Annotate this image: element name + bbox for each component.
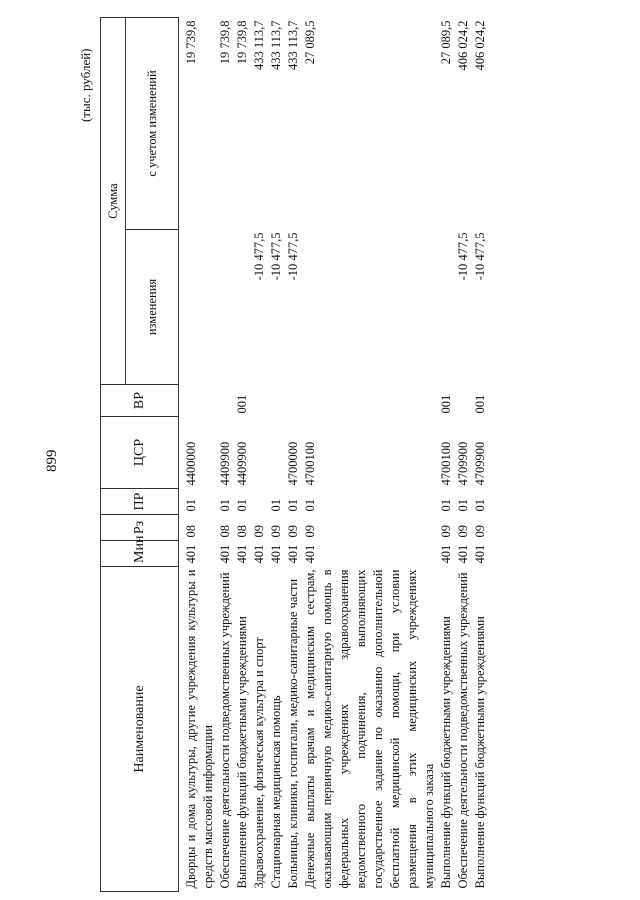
row-pr: 01 [303,499,317,512]
row-change [183,230,217,385]
row-rz: 09 [456,525,470,538]
row-total: 19 739,8 [235,20,249,65]
row-vr [285,385,302,417]
table-row [302,18,438,892]
row-csr: 4700100 [439,441,453,486]
row-vr: 001 [473,394,487,414]
row-change: -10 477,5 [286,232,300,281]
row-csr: 4709900 [456,441,470,486]
table-row [183,18,217,892]
row-name: Дворцы и дома культуры, другие учреждения культуры и средств массовой информации [184,569,215,889]
row-rz: 09 [269,525,283,538]
row-rz: 08 [218,525,232,538]
header-with-changes: с учетом изменений [126,18,179,230]
row-pr: 01 [439,499,453,512]
table-row [438,18,455,892]
row-vr [183,385,217,417]
header-rz: Рз [101,515,179,541]
row-pr: 01 [218,499,232,512]
header-change: изменения [126,230,179,385]
row-rz: 09 [303,525,317,538]
row-name: Выполнение функций бюджетными учреждениями [439,616,453,889]
row-pr: 01 [456,499,470,512]
row-name: Выполнение функций бюджетными учреждениями [473,616,487,889]
header-sum: Сумма [101,18,126,385]
row-min: 401 [473,544,487,564]
row-total: 19 739,8 [184,20,198,65]
page-number: 899 [44,449,60,472]
row-change [234,230,251,385]
row-pr: 01 [184,499,198,512]
budget-table [100,17,489,892]
row-vr [302,385,438,417]
row-name: Стационарная медицинская помощь [269,695,283,889]
row-csr: 4409900 [235,441,249,486]
row-pr: 01 [235,499,249,512]
row-csr: 4700100 [303,441,317,486]
row-vr: 001 [439,394,453,414]
row-min: 401 [303,544,317,564]
row-csr [268,417,285,489]
row-total: 19 739,8 [218,20,232,65]
row-csr [251,417,268,489]
row-name: Здравоохранение, физическая культура и спорт [252,637,266,889]
row-change [438,230,455,385]
row-rz: 08 [235,525,249,538]
table-row [251,18,268,892]
row-change: -10 477,5 [473,232,487,281]
row-min: 401 [252,544,266,564]
row-csr: 4700000 [286,441,300,486]
row-csr: 4709900 [473,441,487,486]
row-min: 401 [286,544,300,564]
row-total: 433 113,7 [286,20,300,71]
row-name: Денежные выплаты врачам и медицинским сестрам, оказывающим первичную медико-санитарную помощь в федеральных учреждениях здравоохранения ведомственного подчинения, выполняющих государственное задание по оказанию дополнительной бесплатной медицинской помощи, при условии размещения в этих медицинских учреждениях муниципального заказа [303,569,436,889]
header-min: Мин [101,541,179,567]
table-row [285,18,302,892]
row-change: -10 477,5 [269,232,283,281]
row-min: 401 [184,544,198,564]
row-total: 406 024,2 [473,20,487,71]
row-vr [455,385,472,417]
row-name: Обеспечение деятельности подведомственных учреждений [218,572,232,889]
row-change: -10 477,5 [252,232,266,281]
row-rz: 09 [439,525,453,538]
row-change [217,230,234,385]
row-total: 406 024,2 [456,20,470,71]
row-rz: 08 [184,525,198,538]
row-change [302,230,438,385]
row-min: 401 [439,544,453,564]
row-pr: 01 [473,499,487,512]
row-vr [251,385,268,417]
row-name: Обеспечение деятельности подведомственных учреждений [456,572,470,889]
header-name: Наименование [101,567,179,892]
row-vr [268,385,285,417]
header-vr: ВР [101,385,179,417]
table-row [217,18,234,892]
row-total: 433 113,7 [269,20,283,71]
row-min: 401 [235,544,249,564]
table-body [179,18,490,892]
row-total: 27 089,5 [303,20,317,65]
units-label: (тыс. рублей) [78,48,93,122]
row-min: 401 [269,544,283,564]
row-name: Выполнение функций бюджетными учреждениями [235,616,249,889]
header-row-1 [101,18,126,892]
header-pr: ПР [101,489,179,515]
row-total: 27 089,5 [439,20,453,65]
row-min: 401 [218,544,232,564]
row-min: 401 [456,544,470,564]
row-csr: 4409900 [218,441,232,486]
row-rz: 09 [473,525,487,538]
row-total: 433 113,7 [252,20,266,71]
row-pr: 01 [286,499,300,512]
row-pr [251,489,268,515]
row-rz: 09 [252,525,266,538]
header-csr: ЦСР [101,417,179,489]
row-name: Больницы, клиники, госпитали, медико-санитарные части [286,578,300,889]
table-row [472,18,489,892]
row-pr: 01 [269,499,283,512]
row-change: -10 477,5 [456,232,470,281]
table-row [455,18,472,892]
row-vr [217,385,234,417]
row-rz: 09 [286,525,300,538]
table-row [268,18,285,892]
table-row [234,18,251,892]
row-vr: 001 [235,394,249,414]
row-csr: 4400000 [184,441,198,486]
